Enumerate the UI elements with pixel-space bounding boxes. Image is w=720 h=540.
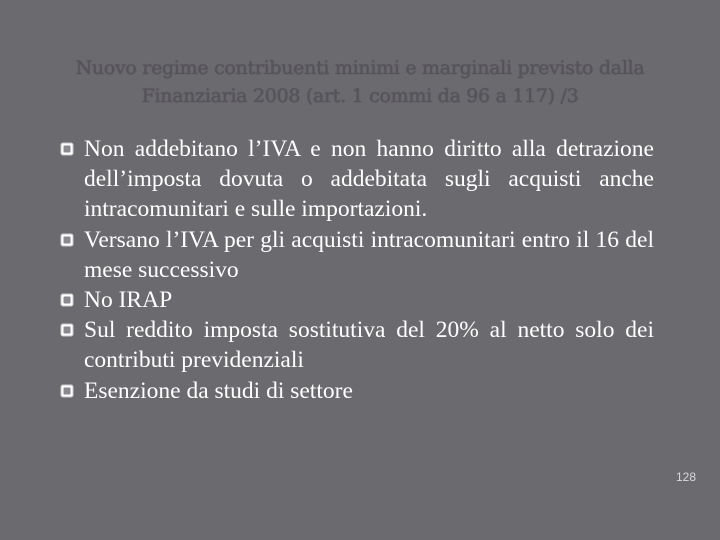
slide-title-line-1: Nuovo regime contribuenti minimi e marginali previsto dalla <box>75 57 645 79</box>
bullet-item <box>62 225 654 285</box>
bullet-item <box>62 285 654 315</box>
bullet-list <box>62 134 654 406</box>
square-bullet-icon <box>60 233 74 247</box>
slide-title-line-2: Finanziaria 2008 (art. 1 commi da 96 a 117) /3 <box>141 85 579 107</box>
bullet-text: Sul reddito imposta sostitutiva del 20% al netto solo dei contributi previdenziali <box>84 317 654 374</box>
bullet-text: Versano l’IVA per gli acquisti intracomunitari entro il 16 del mese successivo <box>84 226 654 283</box>
bullet-item <box>62 134 654 225</box>
bullet-text: Esenzione da studi di settore <box>84 377 353 404</box>
bullet-item <box>62 315 654 375</box>
slide-title <box>40 54 680 110</box>
square-bullet-icon <box>60 323 74 337</box>
square-bullet-icon <box>60 384 74 398</box>
bullet-item <box>62 376 654 406</box>
square-bullet-icon <box>60 142 74 156</box>
page-number: 128 <box>675 470 696 484</box>
bullet-text: Non addebitano l’IVA e non hanno diritto alla detrazione dell’imposta dovuta o addebitata sugli acquisti anche intracomunitari e sulle importazioni. <box>84 136 654 223</box>
bullet-text: No IRAP <box>84 287 173 314</box>
square-bullet-icon <box>60 293 74 307</box>
